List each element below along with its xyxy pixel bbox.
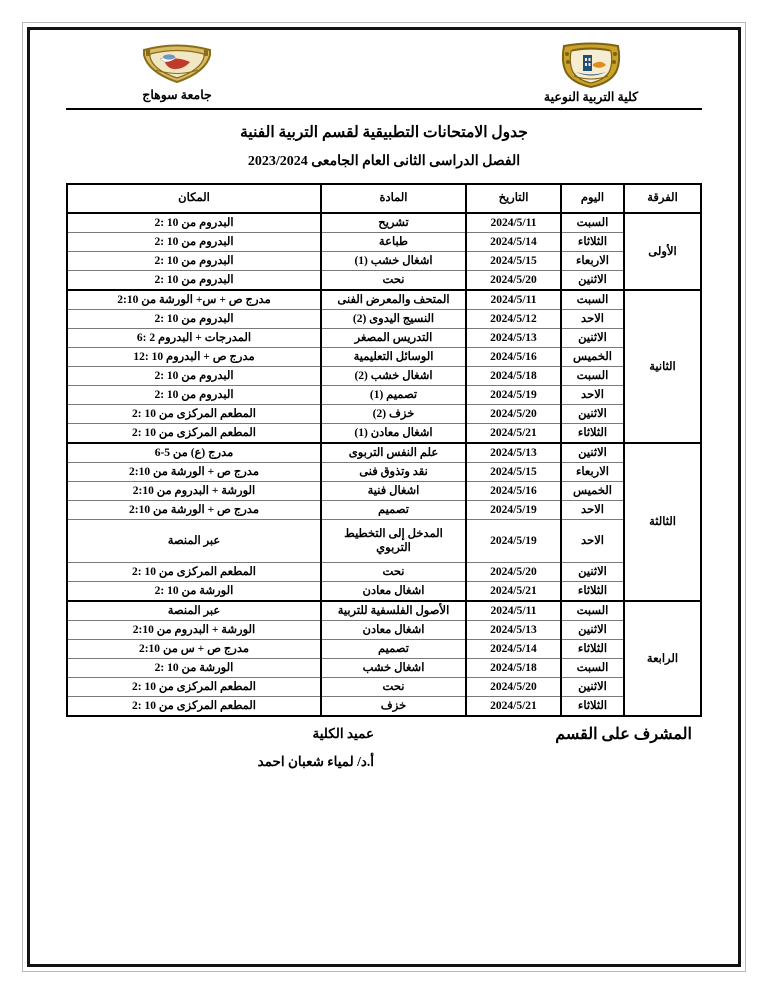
place-cell: البدروم من 10 :2 bbox=[67, 367, 321, 386]
table-row bbox=[67, 678, 701, 697]
group-name-cell: الرابعة bbox=[624, 601, 701, 716]
subject-cell: تشريح bbox=[321, 213, 466, 233]
place-cell: البدروم من 10 :2 bbox=[67, 233, 321, 252]
table-row bbox=[67, 271, 701, 291]
place-cell: المطعم المركزى من 10 :2 bbox=[67, 678, 321, 697]
table-row bbox=[67, 367, 701, 386]
exam-schedule-table bbox=[66, 183, 702, 717]
date-cell: 2024/5/11 bbox=[466, 213, 561, 233]
subject-cell: اشغال خشب (2) bbox=[321, 367, 466, 386]
table-row bbox=[67, 233, 701, 252]
date-cell: 2024/5/19 bbox=[466, 501, 561, 520]
table-row bbox=[67, 329, 701, 348]
place-cell: المطعم المركزى من 10 :2 bbox=[67, 405, 321, 424]
day-cell: الاثنين bbox=[561, 621, 624, 640]
table-row bbox=[67, 621, 701, 640]
place-cell: مدرج ص + س من 2:10 bbox=[67, 640, 321, 659]
place-cell: المطعم المركزى من 10 :2 bbox=[67, 424, 321, 444]
place-cell: مدرج (ع) من 5-6 bbox=[67, 443, 321, 463]
table-row bbox=[67, 463, 701, 482]
table-row bbox=[67, 520, 701, 563]
place-cell: المطعم المركزى من 10 :2 bbox=[67, 697, 321, 717]
letterhead bbox=[64, 40, 704, 105]
table-row bbox=[67, 213, 701, 233]
faculty-caption: كلية التربية النوعية bbox=[543, 90, 639, 104]
column-header-group: الفرقة bbox=[624, 184, 701, 213]
column-header-day: اليوم bbox=[561, 184, 624, 213]
day-cell: الاثنين bbox=[561, 443, 624, 463]
sohag-university-crest-icon bbox=[138, 40, 216, 86]
subject-cell: التدريس المصغر bbox=[321, 329, 466, 348]
date-cell: 2024/5/13 bbox=[466, 329, 561, 348]
subject-cell: النسيج اليدوى (2) bbox=[321, 310, 466, 329]
day-cell: الاربعاء bbox=[561, 463, 624, 482]
day-cell: الاحد bbox=[561, 310, 624, 329]
page-border-inner bbox=[27, 27, 741, 967]
place-cell: عبر المنصة bbox=[67, 601, 321, 621]
table-row bbox=[67, 697, 701, 717]
group-name-cell: الأولى bbox=[624, 213, 701, 290]
date-cell: 2024/5/12 bbox=[466, 310, 561, 329]
table-body bbox=[67, 213, 701, 716]
date-cell: 2024/5/11 bbox=[466, 290, 561, 310]
dean-label: عميد الكلية bbox=[312, 726, 374, 742]
place-cell: مدرج ص + البدروم 10 :12 bbox=[67, 348, 321, 367]
date-cell: 2024/5/21 bbox=[466, 424, 561, 444]
subject-cell: نحت bbox=[321, 678, 466, 697]
date-cell: 2024/5/20 bbox=[466, 563, 561, 582]
date-cell: 2024/5/15 bbox=[466, 252, 561, 271]
subject-cell: اشغال معادن bbox=[321, 582, 466, 602]
day-cell: السبت bbox=[561, 290, 624, 310]
table-row bbox=[67, 386, 701, 405]
day-cell: الثلاثاء bbox=[561, 697, 624, 717]
document-sheet bbox=[30, 30, 738, 964]
table-row bbox=[67, 501, 701, 520]
subject-cell: خزف (2) bbox=[321, 405, 466, 424]
place-cell: الورشة + البدروم من 2:10 bbox=[67, 482, 321, 501]
table-row bbox=[67, 640, 701, 659]
day-cell: السبت bbox=[561, 213, 624, 233]
dean-name: أ.د/ لمياء شعبان احمد bbox=[257, 754, 374, 770]
page-title: جدول الامتحانات التطبيقية لقسم التربية الفنية bbox=[240, 124, 528, 141]
subject-cell: تصميم bbox=[321, 501, 466, 520]
day-cell: الاحد bbox=[561, 520, 624, 563]
date-cell: 2024/5/20 bbox=[466, 678, 561, 697]
table-row bbox=[67, 424, 701, 444]
table-row bbox=[67, 252, 701, 271]
subject-cell: نحت bbox=[321, 563, 466, 582]
day-cell: السبت bbox=[561, 659, 624, 678]
supervisor-label: المشرف على القسم bbox=[555, 726, 692, 744]
subject-cell: اشغال معادن bbox=[321, 621, 466, 640]
place-cell: البدروم من 10 :2 bbox=[67, 271, 321, 291]
subject-cell: خزف bbox=[321, 697, 466, 717]
table-row bbox=[67, 290, 701, 310]
date-cell: 2024/5/15 bbox=[466, 463, 561, 482]
date-cell: 2024/5/21 bbox=[466, 697, 561, 717]
header-divider bbox=[66, 108, 702, 110]
place-cell: مدرج ص + الورشة من 2:10 bbox=[67, 501, 321, 520]
day-cell: الاثنين bbox=[561, 678, 624, 697]
date-cell: 2024/5/18 bbox=[466, 659, 561, 678]
subject-cell: الوسائل التعليمية bbox=[321, 348, 466, 367]
column-header-date: التاريخ bbox=[466, 184, 561, 213]
date-cell: 2024/5/11 bbox=[466, 601, 561, 621]
university-block bbox=[72, 40, 282, 103]
subject-cell: تصميم (1) bbox=[321, 386, 466, 405]
day-cell: الثلاثاء bbox=[561, 640, 624, 659]
table-row bbox=[67, 601, 701, 621]
place-cell: عبر المنصة bbox=[67, 520, 321, 563]
subject-cell: المدخل إلى التخطيط التربوي bbox=[321, 520, 466, 563]
day-cell: الاحد bbox=[561, 501, 624, 520]
table-row bbox=[67, 659, 701, 678]
university-caption: جامعة سوهاج bbox=[142, 88, 212, 102]
date-cell: 2024/5/19 bbox=[466, 386, 561, 405]
faculty-specific-education-crest-icon bbox=[556, 40, 626, 88]
subject-cell: طباعة bbox=[321, 233, 466, 252]
subject-cell: اشغال خشب (1) bbox=[321, 252, 466, 271]
date-cell: 2024/5/13 bbox=[466, 443, 561, 463]
table-row bbox=[67, 563, 701, 582]
place-cell: البدروم من 10 :2 bbox=[67, 310, 321, 329]
subject-cell: نحت bbox=[321, 271, 466, 291]
subject-cell: علم النفس التربوى bbox=[321, 443, 466, 463]
date-cell: 2024/5/20 bbox=[466, 271, 561, 291]
day-cell: الاحد bbox=[561, 386, 624, 405]
page-subtitle: الفصل الدراسى الثانى العام الجامعى 2023/2024 bbox=[247, 154, 521, 169]
subject-cell: نقد وتذوق فنى bbox=[321, 463, 466, 482]
table-row bbox=[67, 310, 701, 329]
day-cell: الاربعاء bbox=[561, 252, 624, 271]
table-header-row bbox=[67, 184, 701, 213]
day-cell: الخميس bbox=[561, 348, 624, 367]
table-row bbox=[67, 443, 701, 463]
date-cell: 2024/5/14 bbox=[466, 640, 561, 659]
place-cell: البدروم من 10 :2 bbox=[67, 252, 321, 271]
day-cell: الثلاثاء bbox=[561, 424, 624, 444]
subject-cell: تصميم bbox=[321, 640, 466, 659]
day-cell: الاثنين bbox=[561, 563, 624, 582]
table-row bbox=[67, 482, 701, 501]
date-cell: 2024/5/14 bbox=[466, 233, 561, 252]
place-cell: مدرج ص + س+ الورشة من 2:10 bbox=[67, 290, 321, 310]
date-cell: 2024/5/16 bbox=[466, 482, 561, 501]
group-name-cell: الثانية bbox=[624, 290, 701, 443]
subject-cell: اشغال معادن (1) bbox=[321, 424, 466, 444]
day-cell: الخميس bbox=[561, 482, 624, 501]
subject-cell: اشغال فنية bbox=[321, 482, 466, 501]
place-cell: البدروم من 10 :2 bbox=[67, 213, 321, 233]
subject-cell: اشغال خشب bbox=[321, 659, 466, 678]
place-cell: الورشة + البدروم من 2:10 bbox=[67, 621, 321, 640]
group-name-cell: الثالثة bbox=[624, 443, 701, 601]
day-cell: الاثنين bbox=[561, 405, 624, 424]
day-cell: الثلاثاء bbox=[561, 582, 624, 602]
table-row bbox=[67, 582, 701, 602]
place-cell: الورشة من 10 :2 bbox=[67, 582, 321, 602]
day-cell: السبت bbox=[561, 367, 624, 386]
column-header-subject: المادة bbox=[321, 184, 466, 213]
place-cell: البدروم من 10 :2 bbox=[67, 386, 321, 405]
date-cell: 2024/5/13 bbox=[466, 621, 561, 640]
day-cell: الاثنين bbox=[561, 329, 624, 348]
place-cell: المطعم المركزى من 10 :2 bbox=[67, 563, 321, 582]
subject-cell: المتحف والمعرض الفنى bbox=[321, 290, 466, 310]
date-cell: 2024/5/19 bbox=[466, 520, 561, 563]
date-cell: 2024/5/21 bbox=[466, 582, 561, 602]
place-cell: مدرج ص + الورشة من 2:10 bbox=[67, 463, 321, 482]
day-cell: الثلاثاء bbox=[561, 233, 624, 252]
page-border-outer bbox=[22, 22, 746, 972]
day-cell: السبت bbox=[561, 601, 624, 621]
table-row bbox=[67, 348, 701, 367]
date-cell: 2024/5/20 bbox=[466, 405, 561, 424]
place-cell: المدرجات + البدروم 2 :6 bbox=[67, 329, 321, 348]
place-cell: الورشة من 10 :2 bbox=[67, 659, 321, 678]
schedule-table-wrap bbox=[64, 183, 704, 717]
faculty-block bbox=[486, 40, 696, 105]
column-header-place: المكان bbox=[67, 184, 321, 213]
date-cell: 2024/5/16 bbox=[466, 348, 561, 367]
table-row bbox=[67, 405, 701, 424]
date-cell: 2024/5/18 bbox=[466, 367, 561, 386]
signature-area bbox=[64, 724, 704, 794]
day-cell: الاثنين bbox=[561, 271, 624, 291]
subject-cell: الأصول الفلسفية للتربية bbox=[321, 601, 466, 621]
